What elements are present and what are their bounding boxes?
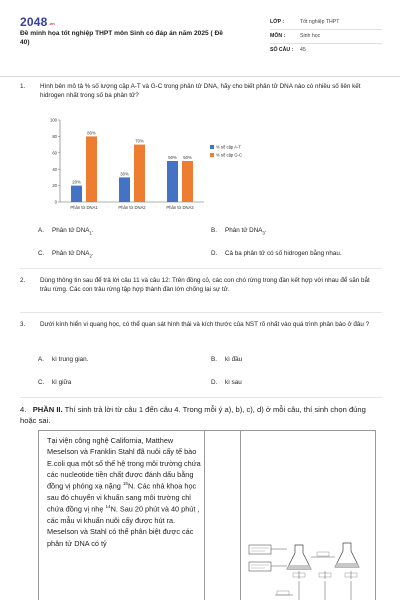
bar-data-label: 80% <box>87 130 96 136</box>
option-label: A. <box>38 356 44 363</box>
option-text: Phân tử DNA <box>52 250 90 257</box>
legend-entry: % số cặp A-T <box>216 144 241 150</box>
meta-value: 45 <box>300 47 306 54</box>
passage-text: Tại viện công nghệ California, Matthew Meselson và Franklin Stahl đã nuôi cấy tế bào E.coli qua một số thế hệ trong môi trường chứa các nucleotide tiền chất được đánh dấu bằng đồng vị phóng xạ nặng $^{15}$N. Các nhà khoa học sau đó chuyển vi khuẩn sang môi trường chỉ chứa đồng vị nhẹ $^{14}$N. Sau 20 phút và 40 phút , các mẫu vi khuẩn nuôi cấy được hút ra. Meselson và Stahl có thể phân biệt được các phân tử DNA có tỷ <box>47 436 201 548</box>
option-label: B. <box>211 227 217 234</box>
meta-key: LỚP : <box>270 18 285 25</box>
header-divider <box>0 76 400 77</box>
y-tick-label: 100 <box>50 117 57 123</box>
question-text: Hình bên mô tả % số lượng cặp A-T và G-C trong phân tử DNA, hãy cho biết phân tử DNA nào có nhiều số liên kết hidrogen nhất trong số ba phân tử? <box>40 83 361 100</box>
y-tick-label: 40 <box>52 166 57 172</box>
q3-option-a[interactable] <box>38 355 88 364</box>
experiment-diagram <box>245 505 375 600</box>
option-text: kì đầu <box>225 356 243 363</box>
option-label: B. <box>211 356 217 363</box>
meta-key: MÔN : <box>270 32 286 39</box>
option-text: Phân tử DNA <box>225 227 263 234</box>
dna-bar-chart <box>42 112 282 214</box>
document-meta <box>270 16 382 58</box>
chart-bar <box>167 161 178 202</box>
option-label: C. <box>38 379 45 386</box>
document-title: Đề minh họa tốt nghiệp THPT môn Sinh có đáp án năm 2025 ( Đề 40) <box>20 30 223 46</box>
q1-option-b[interactable]: B. Phân tử $DNA_3$. <box>211 227 267 236</box>
legend-entry: % số cặp G-C <box>216 152 243 158</box>
question-number: 2. <box>20 277 26 284</box>
option-label: D. <box>211 250 218 257</box>
passage-table <box>38 430 376 600</box>
q1-option-c[interactable]: C. Phân tử $DNA_2$. <box>38 250 94 259</box>
option-text: kì trung gian. <box>52 356 89 363</box>
option-label: A. <box>38 227 44 234</box>
q3-option-d[interactable] <box>211 378 242 387</box>
table-divider <box>240 431 241 600</box>
question-number: 4. <box>20 405 27 414</box>
question-number: 1. <box>20 83 26 90</box>
chart-bar <box>134 145 145 202</box>
x-tick-label: Phân tử DNA1 <box>70 205 98 210</box>
meta-value: Tốt nghiệp THPT <box>300 18 340 25</box>
bar-data-label: 70% <box>135 138 144 144</box>
meta-value: Sinh học <box>300 32 321 39</box>
bar-data-label: 20% <box>72 179 81 185</box>
chart-bar <box>119 177 130 202</box>
option-text: Cả ba phân tử có số hidrogen bằng nhau. <box>225 250 342 257</box>
q1-option-d[interactable] <box>211 249 342 258</box>
option-text: kì giữa <box>52 379 72 386</box>
page-header <box>20 14 380 62</box>
meta-key: SỐ CÂU : <box>270 47 294 54</box>
site-logo[interactable]: $2048_{.vn}$ <box>20 15 55 29</box>
chart-bar <box>86 136 97 202</box>
q3-option-b[interactable] <box>211 355 242 364</box>
q3-option-c[interactable] <box>38 378 71 387</box>
q1-option-a[interactable]: A. Phân tử $DNA_1$. <box>38 227 94 236</box>
bar-data-label: 50% <box>168 155 177 160</box>
bar-data-label: 30% <box>120 171 129 177</box>
x-tick-label: Phân tử DNA2 <box>118 205 146 210</box>
option-text: Phân tử DNA <box>52 227 90 234</box>
question-text: Dưới kính hiển vi quang học, có thể quan sát hình thái và kích thước của NST rõ nhất vào quá trình phân bào ở đâu ? <box>40 321 370 328</box>
chart-bar <box>71 186 82 202</box>
y-tick-label: 60 <box>52 150 57 156</box>
option-label: C. <box>38 250 45 257</box>
question-divider <box>20 397 382 398</box>
legend-swatch <box>210 145 214 149</box>
x-tick-label: Phân tử DNA3 <box>166 205 194 210</box>
chart-bar <box>182 161 193 202</box>
question-4 <box>20 404 382 426</box>
part-heading: PHẦN II. <box>32 405 63 414</box>
legend-swatch <box>210 153 214 157</box>
y-tick-label: 80 <box>52 134 57 139</box>
part-instructions: Thí sinh trả lời từ câu 1 đến câu 4. Trong mỗi ý a), b), c), d) ở mỗi câu, thí sinh chọn đúng hoặc sai. <box>20 405 366 425</box>
y-tick-label: 0 <box>54 199 57 205</box>
option-label: D. <box>211 379 218 386</box>
meta-row-subject <box>270 30 382 44</box>
question-divider <box>20 268 382 269</box>
question-text: Dùng thông tin sau để trả lời câu 11 và câu 12: Trên đồng cỏ, các con chó rừng trong đàn kết hợp với nhau để săn bắt trâu rừng. Các con trâu rừng tập hợp thành đàn lớn chống lại sự tử. <box>40 277 370 294</box>
y-tick-label: 20 <box>52 183 57 189</box>
meta-row-grade <box>270 16 382 30</box>
bar-data-label: 50% <box>183 155 192 160</box>
question-divider <box>20 312 382 313</box>
meta-row-count <box>270 44 382 58</box>
question-number: 3. <box>20 321 26 328</box>
option-text: kì sau <box>225 379 242 386</box>
table-divider <box>204 431 205 600</box>
